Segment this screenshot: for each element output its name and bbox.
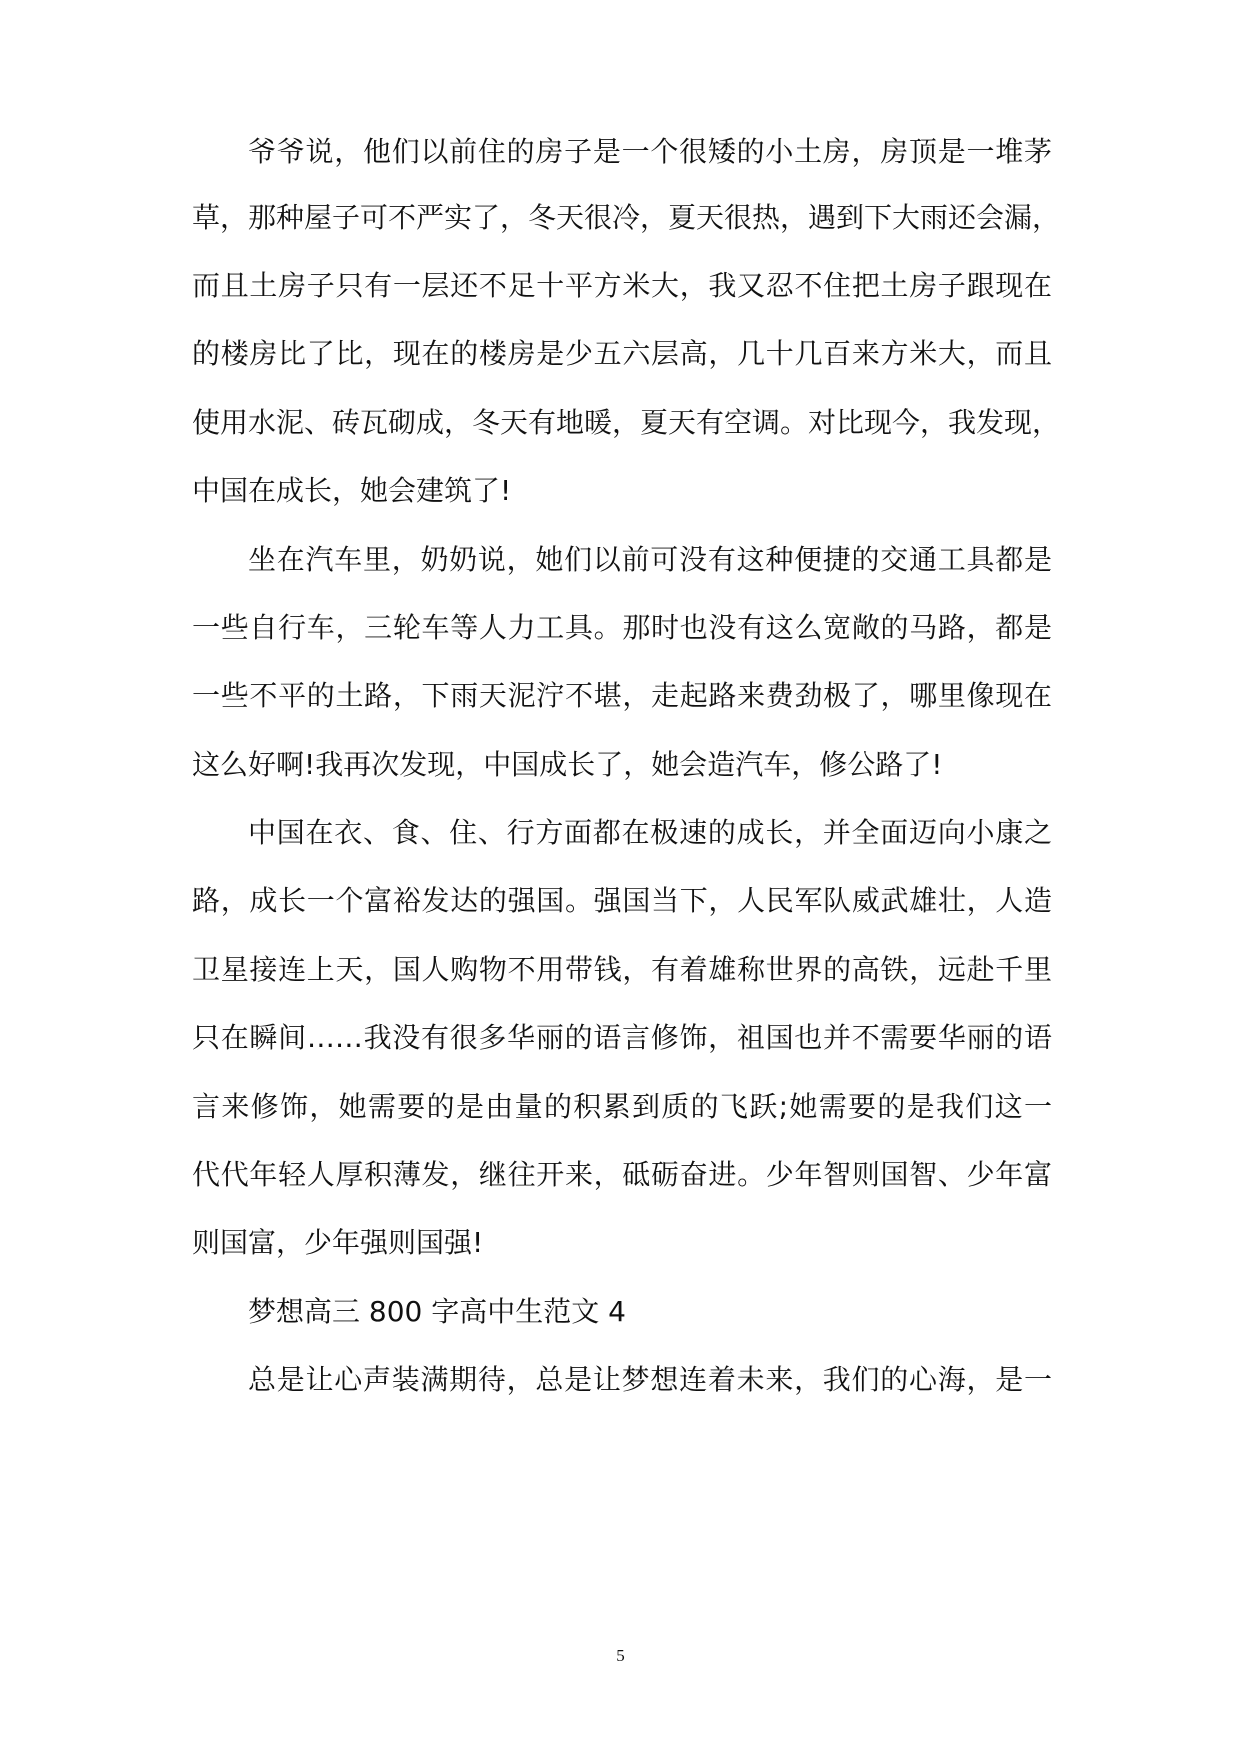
text-line: 则国富，少年强则国强! <box>192 1226 484 1259</box>
text-line: 言来修饰，她需要的是由量的积累到质的飞跃;她需要的是我们这一 <box>192 1090 1052 1123</box>
text-line: 中国在成长，她会建筑了! <box>192 474 512 507</box>
text-line: 的楼房比了比，现在的楼房是少五六层高，几十几百来方米大，而且 <box>192 337 1052 370</box>
text-line: 一些自行车，三轮车等人力工具。那时也没有这么宽敞的马路，都是 <box>192 611 1052 644</box>
text-line: 草，那种屋子可不严实了，冬天很冷，夏天很热，遇到下大雨还会漏， <box>192 201 1061 234</box>
text-line: 这么好啊!我再次发现，中国成长了，她会造汽车，修公路了! <box>192 748 943 781</box>
text-line: 代代年轻人厚积薄发，继往开来，砥砺奋进。少年智则国智、少年富 <box>192 1158 1052 1191</box>
text-line: 中国在衣、食、住、行方面都在极速的成长，并全面迈向小康之 <box>248 816 1052 849</box>
text-line: 路，成长一个富裕发达的强国。强国当下，人民军队威武雄壮，人造 <box>192 884 1052 917</box>
text-line: 一些不平的土路，下雨天泥泞不堪，走起路来费劲极了，哪里像现在 <box>192 679 1052 712</box>
text-line: 只在瞬间……我没有很多华丽的语言修饰，祖国也并不需要华丽的语 <box>192 1021 1052 1054</box>
text-line: 爷爷说，他们以前住的房子是一个很矮的小土房，房顶是一堆茅 <box>248 135 1052 168</box>
text-line: 卫星接连上天，国人购物不用带钱，有着雄称世界的高铁，远赴千里 <box>192 953 1052 986</box>
page-number: 5 <box>616 1646 625 1665</box>
text-line: 而且土房子只有一层还不足十平方米大，我又忍不住把土房子跟现在 <box>192 269 1052 302</box>
text-line: 总是让心声装满期待，总是让梦想连着未来，我们的心海，是一 <box>248 1363 1052 1396</box>
section-heading: 梦想高三 800 字高中生范文 4 <box>248 1295 626 1328</box>
text-line: 坐在汽车里，奶奶说，她们以前可没有这种便捷的交通工具都是 <box>248 543 1052 576</box>
text-line: 使用水泥、砖瓦砌成，冬天有地暖，夏天有空调。对比现今，我发现， <box>192 406 1061 439</box>
